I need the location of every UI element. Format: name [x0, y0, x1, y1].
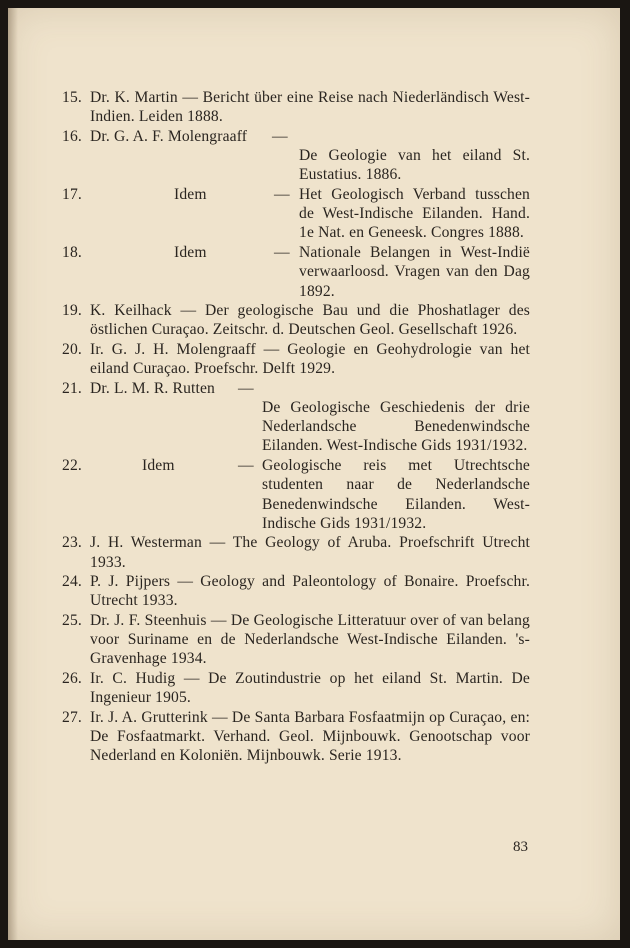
reference-number: 21.	[62, 379, 82, 397]
reference-item	[62, 340, 530, 379]
reference-text: Ir. C. Hudig — De Zoutindustrie op het eiland St. Martin. De Ingenieur 1905.	[90, 669, 530, 707]
reference-text: Ir. J. A. Grutterink — De Santa Barbara Fosfaatmijn op Curaçao, en: De Fosfaatmarkt. Verhand. Geol. Mijnbouwk. Genootschap voor Nederland en Koloniën. Mijnbouwk. Serie 1913.	[90, 708, 530, 765]
reference-title: Geologische reis met Utrechtsche studenten naar de Nederlandsche Benedenwindsche Eilanden. West-Indische Gids 1931/1932.	[262, 456, 530, 532]
reference-number: 20.	[62, 340, 82, 358]
reference-number: 18.	[62, 243, 82, 261]
reference-author: Dr. L. M. R. Rutten	[90, 379, 216, 397]
reference-title: De Geologie van het eiland St. Eustatius. 1886.	[299, 147, 530, 184]
reference-text: K. Keilhack — Der geologische Bau und die Phoshatlager des östlichen Curaçao. Zeitschr. d. Deutschen Geol. Gesellschaft 1926.	[90, 302, 530, 339]
reference-dash: —	[238, 456, 254, 474]
reference-author: Idem	[174, 185, 207, 203]
reference-number: 25.	[62, 611, 82, 629]
reference-item	[62, 572, 530, 611]
reference-number: 26.	[62, 669, 82, 687]
reference-item	[62, 708, 530, 766]
reference-text: Dr. J. F. Steenhuis — De Geologische Litteratuur over of van belang voor Suriname en de Nederlandsche West-Indische Eilanden. 's-Gravenhage 1934.	[90, 611, 530, 668]
reference-item	[62, 88, 530, 127]
reference-number: 27.	[62, 708, 82, 726]
reference-number: 23.	[62, 534, 82, 552]
reference-item	[62, 533, 530, 572]
reference-text: Dr. K. Martin — Bericht über eine Reise nach Niederländisch West-Indien. Leiden 1888.	[90, 89, 530, 126]
reference-author: Idem	[142, 456, 175, 474]
reference-text: J. H. Westerman — The Geology of Aruba. Proefschrift Utrecht 1933.	[90, 534, 530, 571]
page-number: 83	[513, 839, 528, 855]
reference-item	[62, 611, 530, 669]
reference-author: Dr. G. A. F. Molengraaff	[90, 127, 248, 145]
book-page	[8, 8, 620, 940]
reference-item	[62, 456, 530, 533]
reference-number: 17.	[62, 185, 82, 203]
reference-number: 15.	[62, 89, 82, 106]
reference-title: Nationale Belangen in West-Indië verwaarloosd. Vragen van den Dag 1892.	[299, 243, 530, 300]
reference-dash: —	[274, 185, 290, 203]
reference-number: 22.	[62, 456, 82, 474]
reference-item	[62, 127, 530, 185]
reference-dash: —	[238, 379, 254, 397]
reference-dash: —	[274, 243, 290, 261]
reference-text: Ir. G. J. H. Molengraaff — Geologie en Geohydrologie van het eiland Curaçao. Proefschr. Delft 1929.	[90, 340, 530, 378]
reference-dash: —	[272, 127, 288, 145]
reference-number: 24.	[62, 573, 82, 591]
reference-author: Idem	[174, 243, 207, 261]
reference-item	[62, 185, 530, 243]
reference-item	[62, 669, 530, 708]
reference-text: P. J. Pijpers — Geology and Paleontology of Bonaire. Proefschr. Utrecht 1933.	[90, 573, 530, 610]
reference-number: 19.	[62, 302, 82, 320]
reference-number: 16.	[62, 127, 82, 145]
reference-title: Het Geologisch Verband tusschen de West-Indische Eilanden. Hand. 1e Nat. en Geneesk. Congres 1888.	[299, 185, 530, 242]
reference-list	[62, 88, 530, 766]
reference-item	[62, 243, 530, 301]
reference-item	[62, 379, 530, 456]
reference-item	[62, 301, 530, 340]
reference-title: De Geologische Geschiedenis der drie Nederlandsche Benedenwindsche Eilanden. West-Indische Gids 1931/1932.	[262, 398, 530, 455]
